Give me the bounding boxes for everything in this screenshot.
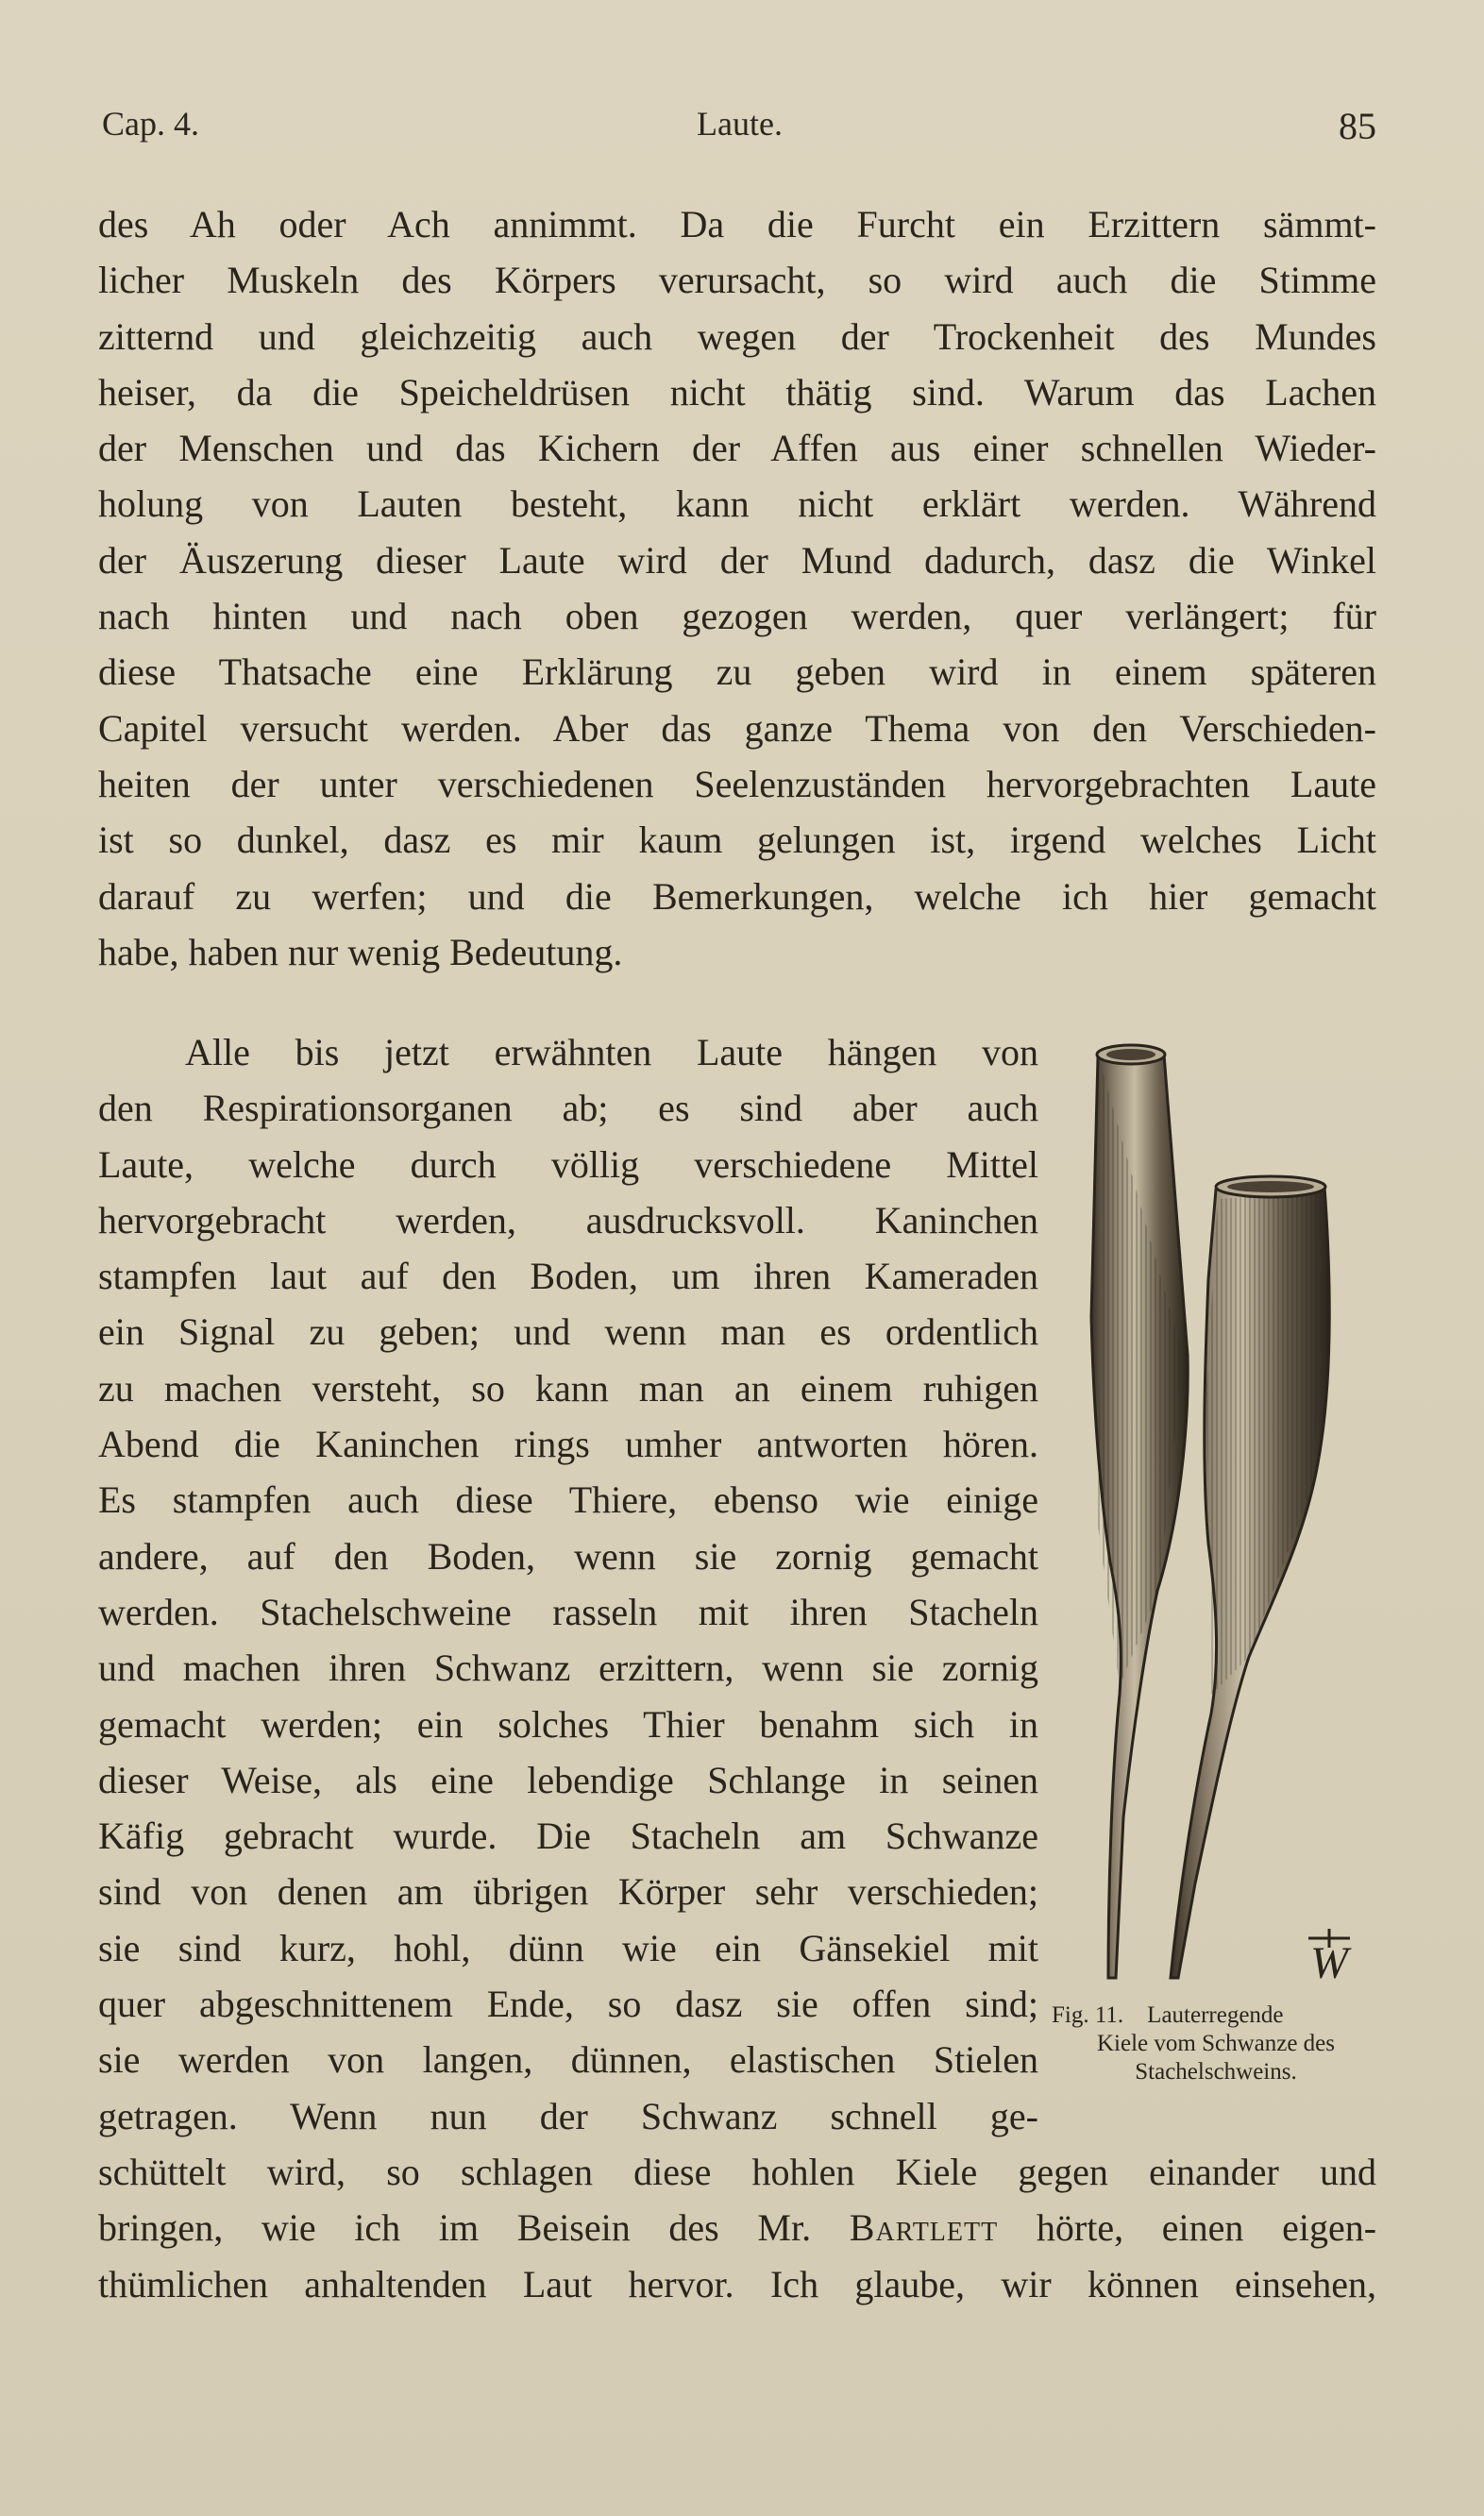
text-line: schüttelt wird, so schlagen diese hohlen Kiele gegen einander und [98,2151,1376,2193]
text-line: habe, haben nur wenig Bedeutung. [98,930,623,973]
text-line: gemacht werden; ein solches Thier benahm sich in [98,1702,1038,1746]
text-line: sind von denen am übrigen Körper sehr verschieden; [98,1870,1038,1914]
text-line: sie werden von langen, dünnen, elastischen Stielen [98,2038,1038,2082]
running-header [102,104,1376,160]
person-name: Bartlett [849,2206,999,2250]
text-line: Abend die Kaninchen rings umher antworten hören. [98,1423,1038,1466]
figure-porcupine-quills [1046,1034,1386,2001]
text-line: hervorgebracht werden, ausdrucksvoll. Kaninchen [98,1198,1038,1241]
text-line: zitternd und gleichzeitig auch wegen der Trockenheit des Mundes [98,314,1376,358]
text-line: dieser Weise, als eine lebendige Schlange in seinen [98,1758,1038,1801]
text-line: nach hinten und nach oben gezogen werden, quer verlängert; für [98,595,1376,638]
paragraph-3 [98,2144,1376,2312]
text-line: heiser, da die Speicheldrüsen nicht thätig sind. Warum das Lachen [98,370,1376,414]
quill-right [1171,1176,1329,1978]
caption-line-1 [1046,2001,1386,2030]
engraver-monogram [1308,1929,1352,1988]
text-line: Alle bis jetzt erwähnten Laute hängen von [185,1031,1038,1073]
text-line: Laute, welche durch völlig verschiedene Mittel [98,1142,1038,1186]
text-line: licher Muskeln des Körpers verursacht, so wird auch die Stimme [98,259,1376,302]
text-span: hörte, einen eigen- [1036,2206,1376,2250]
quill-illustration [1046,1034,1386,2001]
chapter-label: Cap. 4. [102,105,199,143]
text-line: andere, auf den Boden, wenn sie zornig gemacht [98,1534,1038,1578]
text-line-with-name [98,2200,1376,2255]
monogram-text: W [1310,1938,1348,1988]
text-line: und machen ihren Schwanz erzittern, wenn sie zornig [98,1646,1038,1690]
figure-caption [1046,2001,1386,2086]
text-line: den Respirationsorganen ab; es sind aber auch [98,1087,1038,1130]
text-line: getragen. Wenn nun der Schwanz schnell ge- [98,2094,1038,2137]
text-line: Capitel versucht werden. Aber das ganze Thema von den Verschieden- [98,706,1376,750]
text-line: holung von Lauten besteht, kann nicht erklärt werden. Während [98,482,1376,526]
text-line: stampfen laut auf den Boden, um ihren Kameraden [98,1255,1038,1298]
text-line: ist so dunkel, dasz es mir kaum gelungen ist, irgend welches Licht [98,819,1376,862]
caption-text-1: Lauterregende [1147,2002,1284,2028]
text-line: diese Thatsache eine Erklärung zu geben wird in einem späteren [98,650,1376,694]
text-line: zu machen versteht, so kann man an einem ruhigen [98,1366,1038,1410]
text-line: ein Signal zu geben; und wenn man es ordentlich [98,1310,1038,1354]
text-line: quer abgeschnittenem Ende, so dasz sie offen sind; [98,1983,1038,2026]
paragraph-1 [98,196,1376,980]
caption-line-3: Stachelschweins. [1135,2059,1297,2085]
text-line: der Menschen und das Kichern der Affen aus einer schnellen Wieder- [98,427,1376,470]
paragraph-2 [98,1024,1038,2144]
text-line: der Äuszerung dieser Laute wird der Mund dadurch, dasz die Winkel [98,538,1376,582]
caption-line-2: Kiele vom Schwanze des [1096,2031,1335,2056]
text-line: Käfig gebracht wurde. Die Stacheln am Schwanze [98,1815,1038,1858]
figure-label: Fig. 11. [1052,2002,1124,2028]
page-number: 85 [1339,105,1376,147]
text-line: Es stampfen auch diese Thiere, ebenso wie einige [98,1478,1038,1522]
text-line: thümlichen anhaltenden Laut hervor. Ich glaube, wir können einsehen, [98,2262,1376,2305]
text-span: bringen, wie ich im Beisein des Mr. [98,2206,812,2250]
text-line: sie sind kurz, hohl, dünn wie ein Gänsekiel mit [98,1926,1038,1969]
text-line: werden. Stachelschweine rasseln mit ihren Stacheln [98,1590,1038,1633]
running-title: Laute. [697,105,783,143]
quill-left [1091,1045,1188,1978]
text-line: darauf zu werfen; und die Bemerkungen, welche ich hier gemacht [98,874,1376,918]
text-line: des Ah oder Ach annimmt. Da die Furcht ein Erzittern sämmt- [98,203,1376,245]
text-line: heiten der unter verschiedenen Seelenzuständen hervorgebrachten Laute [98,762,1376,805]
